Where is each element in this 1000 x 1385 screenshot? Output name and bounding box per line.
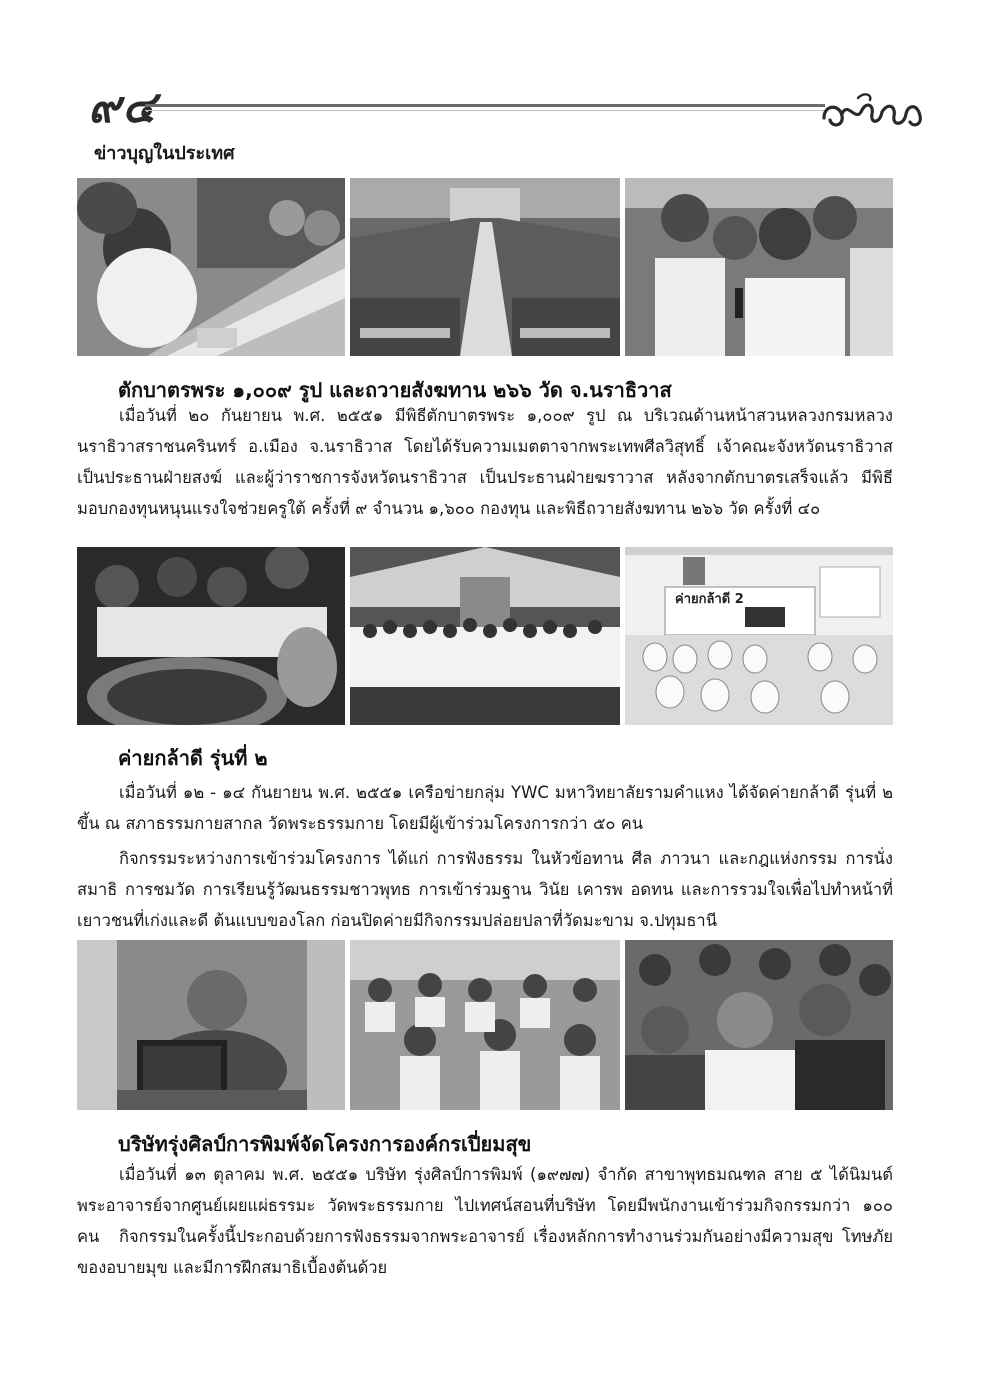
photo-staff-meditating: [350, 940, 620, 1110]
article-title-alms-offering: ตักบาตรพระ ๑,๐๐๙ รูป และถวายสังฆทาน ๒๖๖ วัด จ.นราธิวาส: [118, 378, 672, 402]
page-number: ๙๔: [88, 82, 158, 133]
photo-monk-teaching-laptop: [77, 940, 345, 1110]
article-paragraph: เมื่อวันที่ ๑๓ ตุลาคม พ.ศ. ๒๕๕๑ บริษัท รุ่งศิลป์การพิมพ์ (๑๙๗๗) จำกัด สาขาพุทธมณฑล สาย ๕ ได้นิมนต์พระอาจารย์จากศูนย์เผยแผ่ธรรมะ วัดพระธรรมกาย ไปเทศน์สอนที่บริษัท โดยมีพนักงานเข้าร่วมกิจกรรมกว่า ๑๐๐ คน: [77, 1165, 893, 1246]
photo-staff-meditating-closeup: [625, 940, 893, 1110]
photo-students-releasing-fish: [77, 547, 345, 725]
photo-monks-rows-hall: [350, 178, 620, 356]
header-rule: [145, 104, 825, 107]
photo-officials-praying: [625, 178, 893, 356]
photo-monks-receiving-alms: [77, 178, 345, 356]
brand-logo: [818, 90, 928, 136]
article-paragraph: กิจกรรมในครั้งนี้ประกอบด้วยการฟังธรรมจากพระอาจารย์ เรื่องหลักการทำงานร่วมกันอย่างมีความสุข โทษภัยของอบายมุข และมีการฝึกสมาธิเบื้องต้นด้วย: [77, 1227, 893, 1277]
section-label: ข่าวบุญในประเทศ: [94, 143, 235, 164]
photo-row-youth-camp: [77, 547, 893, 725]
header-rule-shadow: [145, 110, 825, 111]
photo-row-alms-offering: [77, 178, 893, 356]
article-paragraph: เมื่อวันที่ ๒๐ กันยายน พ.ศ. ๒๕๕๑ มีพิธีตักบาตรพระ ๑,๐๐๙ รูป ณ บริเวณด้านหน้าสวนหลวงกรมหลวงนราธิวาสราชนครินทร์ อ.เมือง จ.นราธิวาส โดยได้รับความเมตตาจากพระเทพศีลวิสุทธิ์ เจ้าคณะจังหวัดนราธิวาส เป็นประธานฝ่ายสงฆ์ และผู้ว่าราชการจังหวัดนราธิวาส เป็นประธานฝ่ายฆราวาส หลังจากตักบาตรเสร็จแล้ว มีพิธีมอบกองทุนหนุนแรงใจช่วยครูใต้ ครั้งที่ ๙ จำนวน ๑,๖๐๐ กองทุน และพิธีถวายสังฆทาน ๒๖๖ วัด ครั้งที่ ๔๐: [77, 406, 893, 518]
article-paragraph: เมื่อวันที่ ๑๒ - ๑๔ กันยายน พ.ศ. ๒๕๕๑ เครือข่ายกลุ่ม YWC มหาวิทยาลัยรามคำแหง ได้จัดค่ายกล้าดี รุ่นที่ ๒ ขึ้น ณ สภาธรรมกายสากล วัดพระธรรมกาย โดยมีผู้เข้าร่วมโครงการกว่า ๕๐ คน: [77, 783, 893, 833]
article-paragraph: กิจกรรมระหว่างการเข้าร่วมโครงการ ได้แก่ การฟังธรรม ในหัวข้อทาน ศีล ภาวนา และกฎแห่งกรรม การนั่งสมาธิ การชมวัด การเรียนรู้วัฒนธรรมชาวพุทธ การเข้าร่วมฐาน วินัย เคารพ อดทน และการรวมใจเพื่อไปทำหน้าที่เยาวชนที่เก่งและดี ต้นแบบของโลก ก่อนปิดค่ายมีกิจกรรมปล่อยปลาที่วัดมะขาม จ.ปทุมธานี: [77, 849, 893, 930]
photo-meditation-hall-banner: [625, 547, 893, 725]
camp-banner-text: ค่ายกล้าดี 2: [675, 592, 744, 607]
article-title-company-dhamma: บริษัทรุ่งศิลป์การพิมพ์จัดโครงการองค์กรเปี่ยมสุข: [118, 1132, 532, 1156]
photo-group-campers: [350, 547, 620, 725]
photo-row-company-dhamma: [77, 940, 893, 1110]
article-title-youth-camp: ค่ายกล้าดี รุ่นที่ ๒: [118, 746, 268, 770]
